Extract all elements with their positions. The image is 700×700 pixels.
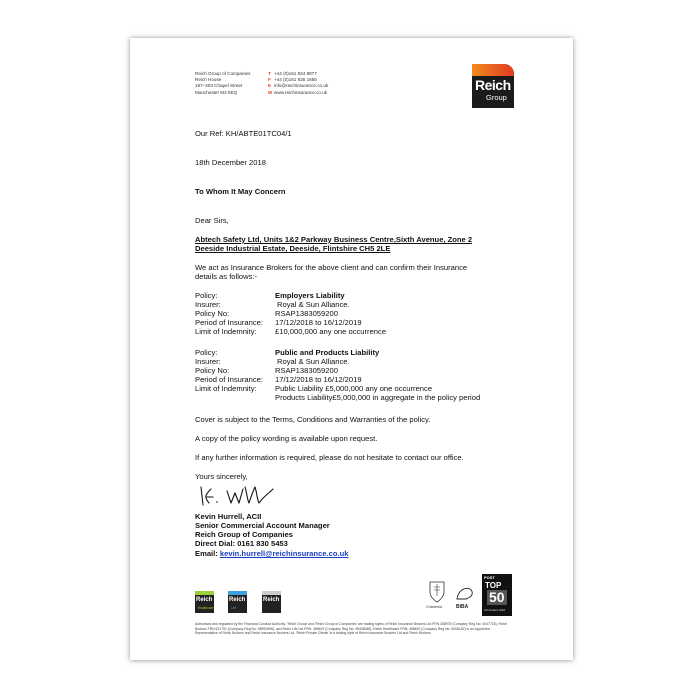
biba-logo [454, 583, 476, 613]
logo-word: Reich [229, 597, 246, 603]
closing: Yours sincerely, [195, 472, 248, 481]
cover-text: Cover is subject to the Terms, Conditions and Warranties of the policy. [195, 415, 431, 424]
logo-stripe [228, 591, 247, 595]
logo-word: Reich [263, 597, 280, 603]
signer-company: Reich Group of Companies [195, 530, 293, 539]
policy-value: Public and Products Liability [275, 348, 380, 357]
policy-value: Employers Liability [275, 291, 345, 300]
reich-brokers-logo [262, 591, 281, 613]
salutation-heading: To Whom It May Concern [195, 187, 286, 196]
policy-number-label: Policy No: [195, 309, 230, 318]
post-top50-badge [482, 574, 512, 616]
policy-number-label: Policy No: [195, 366, 230, 375]
insurer-label: Insurer: [195, 357, 221, 366]
top50-number: 50 [489, 589, 505, 605]
reich-group-logo [472, 64, 514, 108]
legal-disclaimer: Authorised and regulated by the Financial Conduct Authority. 'Reich Group' and 'Reich Group of Companies' are trading styles of Reich Insurance Brokers Ltd FRN 308978 (Company Reg No: 4047718), Reich Brokers FRN 621751 (Company Reg No: 08992896), and Reich Life Ltd FRN: 488619 (Company Reg No: 06408048). Reich Healthcare FRN: 488619 (Company Reg No: 6008162) is an Appointed Representative of Reich Brokers and Reich Insurance Brokers Ltd. 'Reich Private Clients' is a trading style of Reich Insurance Brokers Ltd and Reich Brokers. [195, 622, 508, 635]
limit-value: £10,000,000 any one occurrence [275, 327, 387, 336]
insurer-label: Insurer: [195, 300, 221, 309]
period-label: Period of Insurance: [195, 318, 263, 327]
post-label: POST [484, 575, 495, 580]
top50-sub: UK brokers 2018 [484, 608, 505, 612]
email-link[interactable]: kevin.hurrell@reichinsurance.co.uk [219, 549, 349, 558]
logo-stripe [262, 591, 281, 595]
policy-number-value: RSAP1383059200 [275, 366, 338, 375]
logo-stripe [195, 591, 214, 595]
contact-label: F [268, 77, 271, 83]
signer-name: Kevin Hurrell, ACII [195, 512, 262, 521]
policy-number-value: RSAP1383059200 [275, 309, 338, 318]
address-line: Manchester M3 5EQ [195, 89, 238, 95]
logo-word: Reich [475, 77, 511, 93]
contact-value: +44 (0)161 835 1656 [274, 77, 317, 83]
further-info-text: If any further information is required, please do not hesitate to contact our office. [195, 453, 464, 462]
biba-lion-icon [454, 583, 476, 603]
period-value: 17/12/2018 to 16/12/2019 [275, 318, 362, 327]
signature-image [197, 483, 287, 509]
insurer-value: Royal & Sun Alliance. [277, 300, 350, 309]
reference: Our Ref: KH/ABTE01TC04/1 [195, 129, 292, 138]
company-address [195, 71, 263, 96]
address-line: Reich Group of Companies [195, 71, 251, 76]
copy-text: A copy of the policy wording is available upon request. [195, 434, 378, 443]
intro-line-1: We act as Insurance Brokers for the above client and can confirm their Insurance [195, 263, 468, 272]
contact-value: www.reichinsurance.co.uk [274, 89, 328, 95]
reich-healthcare-logo [195, 591, 214, 613]
address-line: 197–203 Chapel Street [195, 83, 243, 89]
period-value: 17/12/2018 to 16/12/2019 [275, 375, 362, 384]
limit-label: Limit of Indemnity: [195, 384, 257, 393]
contact-web [268, 90, 388, 96]
logo-sub: Life [231, 606, 237, 610]
direct-dial: Direct Dial: 0161 830 5453 [195, 539, 288, 548]
biba-label: BIBA [456, 604, 469, 610]
policy-block [195, 291, 515, 341]
logo-word: Reich [196, 597, 213, 603]
letter-page [130, 38, 573, 660]
letter-date: 18th December 2018 [195, 158, 266, 167]
chartered-crest-logo [426, 578, 448, 612]
reich-life-logo [228, 591, 247, 613]
email-line [195, 549, 348, 558]
contact-label: E [268, 83, 272, 89]
limit-label: Limit of Indemnity: [195, 327, 257, 336]
subject-line-1: Abtech Safety Ltd, Units 1&2 Parkway Business Centre,Sixth Avenue, Zone 2 [195, 235, 473, 244]
signer-title: Senior Commercial Account Manager [195, 521, 330, 530]
contact-label: T [268, 71, 271, 76]
email-label: Email: [195, 549, 220, 558]
limit-value-2: Products Liability£5,000,000 in aggregate in the policy period [275, 393, 481, 402]
contact-label: W [268, 89, 273, 95]
address-line: Reich House [195, 77, 222, 83]
limit-value: Public Liability £5,000,000 any one occurrence [275, 384, 433, 393]
crest-icon [426, 578, 448, 604]
insurer-value: Royal & Sun Alliance. [277, 357, 350, 366]
top-label: TOP [485, 581, 502, 590]
policy-label: Policy: [195, 291, 218, 300]
company-contacts [268, 71, 388, 96]
intro-line-2: details as follows:- [195, 272, 258, 281]
logo-sub: Healthcare [198, 606, 214, 610]
greeting: Dear Sirs, [195, 216, 229, 225]
policy-label: Policy: [195, 348, 218, 357]
chartered-label: Chartered [426, 605, 442, 609]
logo-swoosh [472, 64, 514, 76]
contact-value: info@reichinsurance.co.uk [274, 83, 329, 89]
period-label: Period of Insurance: [195, 375, 263, 384]
subject-line-2: Deeside Industrial Estate, Deeside, Flintshire CH5 2LE [195, 244, 391, 253]
contact-value: +44 (0)161 834 8877 [274, 71, 317, 76]
logo-sub: Group [486, 93, 507, 102]
policy-block [195, 348, 515, 408]
